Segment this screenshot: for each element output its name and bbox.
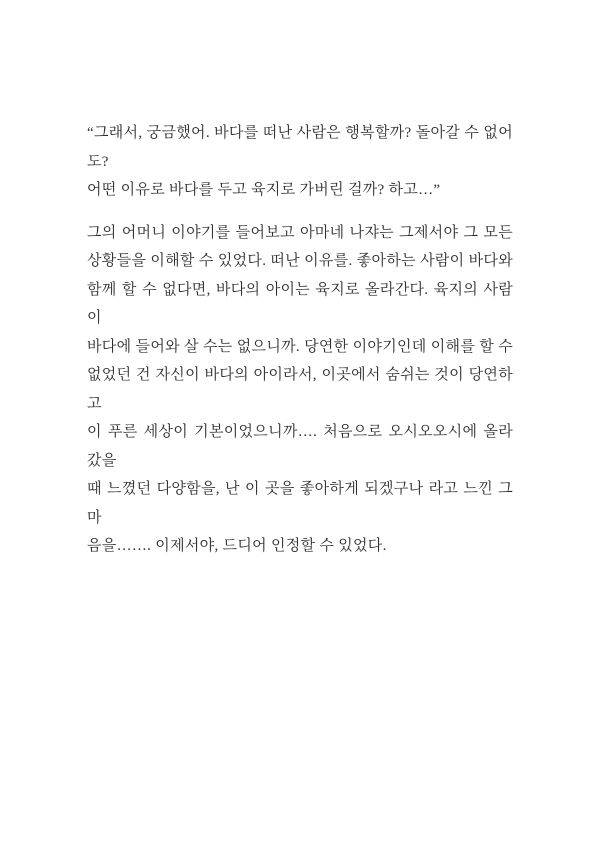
text-line: 상황들을 이해할 수 있었다. 떠난 이유를. 좋아하는 사람이 바다와 xyxy=(87,253,513,269)
text-line: 바다에 들어와 살 수는 없으니까. 당연한 이야기인데 이해를 할 수 xyxy=(87,338,513,355)
text-line: “그래서, 궁금했어. 바다를 떠난 사람은 행복할까? 돌아갈 수 없어도? xyxy=(87,125,513,170)
text-line: 함께 할 수 없다면, 바다의 아이는 육지로 올라간다. 육지의 사람이 xyxy=(87,281,513,326)
text-line: 때 느꼈던 다양함을, 난 이 곳을 좋아하게 되겠구나 라고 느낀 그 마 xyxy=(87,481,513,526)
text-line: 음을……. 이제서야, 드디어 인정할 수 있었다. xyxy=(87,538,387,554)
text-line: 없었던 건 자신이 바다의 아이라서, 이곳에서 숨쉬는 것이 당연하고 xyxy=(87,367,513,412)
text-line: 그의 어머니 이야기를 들어보고 아마네 나쟈는 그제서야 그 모든 xyxy=(87,224,513,241)
text-line: 이 푸른 세상이 기본이었으니까…. 처음으로 오시오오시에 올라갔을 xyxy=(87,424,513,469)
quote-paragraph xyxy=(87,119,513,205)
body-paragraph xyxy=(87,219,513,561)
text-block xyxy=(87,119,513,561)
text-line: 어떤 이유로 바다를 두고 육지로 가버린 걸까? 하고…” xyxy=(87,182,441,198)
